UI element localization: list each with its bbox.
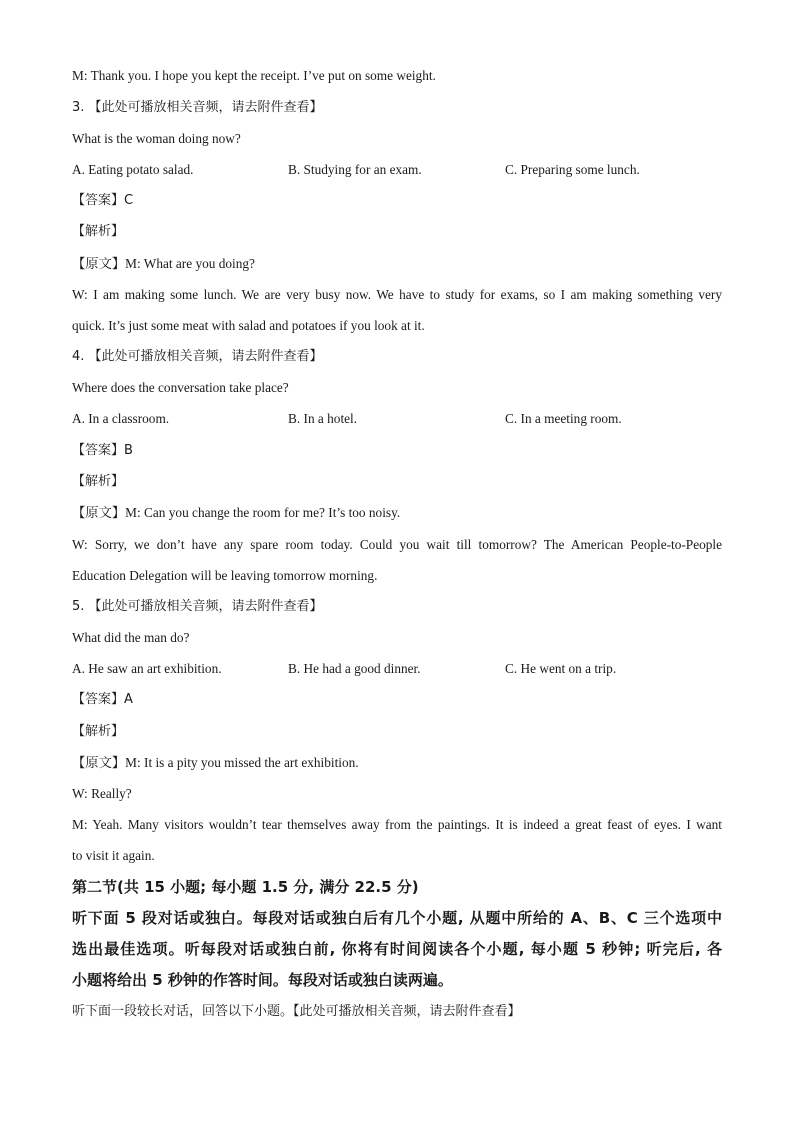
question-3-option-b: B. Studying for an exam. (288, 162, 422, 177)
question-3-original-2: W: I am making some lunch. We are very busy now. We have to study for exams, so I am making something very (72, 287, 722, 302)
question-3-title: 3. 【此处可播放相关音频，请去附件查看】 (72, 100, 323, 115)
question-5-analysis: 【解析】 (72, 724, 125, 739)
question-4-option-b: B. In a hotel. (288, 411, 358, 426)
question-5-answer: 【答案】A (72, 692, 133, 707)
question-4-option-c: C. In a meeting room. (505, 411, 622, 426)
question-5-text: What did the man do? (72, 630, 190, 645)
dialogue-line: M: Thank you. I hope you kept the receipt. I’ve put on some weight. (72, 68, 436, 83)
question-5-title: 5. 【此处可播放相关音频，请去附件查看】 (72, 599, 323, 614)
section-2-heading: 第二节(共 15 小题; 每小题 1.5 分, 满分 22.5 分) (72, 878, 419, 896)
question-3-option-a: A. Eating potato salad. (72, 162, 194, 177)
section-2-instruction-1: 听下面 5 段对话或独白。每段对话或独白后有几个小题, 从题中所给的 A、B、C 三个选项中 (72, 909, 722, 927)
question-5-original-2: W: Really? (72, 786, 132, 801)
question-4-original-3: Education Delegation will be leaving tomorrow morning. (72, 568, 378, 583)
question-4-original-2: W: Sorry, we don’t have any spare room today. Could you wait till tomorrow? The American People-to-People (72, 537, 722, 552)
question-5-option-b: B. He had a good dinner. (288, 661, 421, 676)
question-5-option-a: A. He saw an art exhibition. (72, 661, 222, 676)
question-4-answer: 【答案】B (72, 443, 133, 458)
section-2-instruction-3: 小题将给出 5 秒钟的作答时间。每段对话或独白读两遍。 (72, 971, 453, 989)
question-5-original-3: M: Yeah. Many visitors wouldn’t tear themselves away from the paintings. It is indeed a great feast of eyes. I want (72, 817, 722, 832)
question-4-original-1: 【原文】M: Can you change the room for me? It’s too noisy. (72, 505, 401, 520)
question-5-option-c: C. He went on a trip. (505, 661, 617, 676)
section-2-instruction-2: 选出最佳选项。听每段对话或独白前, 你将有时间阅读各个小题, 每小题 5 秒钟; 听完后, 各 (72, 940, 722, 958)
question-3-analysis: 【解析】 (72, 224, 125, 239)
question-3-option-c: C. Preparing some lunch. (505, 162, 640, 177)
question-4-text: Where does the conversation take place? (72, 380, 289, 395)
question-3-answer: 【答案】C (72, 193, 134, 208)
question-4-option-a: A. In a classroom. (72, 411, 170, 426)
question-5-original-4: to visit it again. (72, 848, 155, 863)
question-3-original-1: 【原文】M: What are you doing? (72, 256, 255, 271)
question-5-original-1: 【原文】M: It is a pity you missed the art exhibition. (72, 755, 359, 770)
question-3-text: What is the woman doing now? (72, 131, 241, 146)
listen-prompt: 听下面一段较长对话，回答以下小题。【此处可播放相关音频，请去附件查看】 (72, 1004, 521, 1019)
question-4-analysis: 【解析】 (72, 474, 125, 489)
question-3-original-3: quick. It’s just some meat with salad and potatoes if you look at it. (72, 318, 425, 333)
question-4-title: 4. 【此处可播放相关音频，请去附件查看】 (72, 349, 323, 364)
